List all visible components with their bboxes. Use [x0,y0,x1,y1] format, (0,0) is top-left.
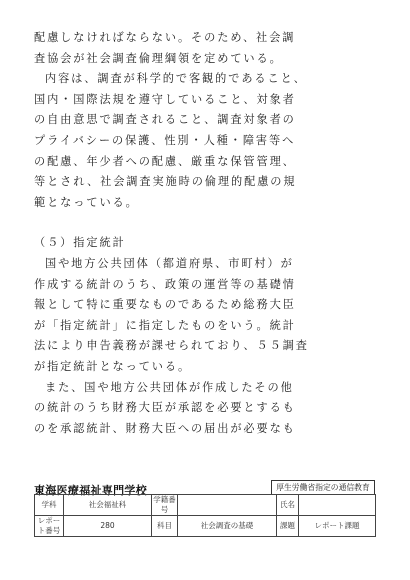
accreditation-tag: 厚生労働省指定の通信教育 [271,480,375,495]
body-line: が指定統計となっている。 [34,359,192,373]
body-line: の統計のうち財務大臣が承認を必要とするも [34,401,296,415]
body-line: の自由意思で調査されること、調査対象者の [34,113,296,127]
body-line: のを承認統計、財務大臣への届出が必要なも [34,421,296,435]
subject-value: 社会調査の基礎 [178,516,277,537]
report-number-label: レポート番号 [35,516,64,537]
body-line: 査協会が社会調査倫理綱領を定めている。 [34,51,283,65]
body-line: 報として特に重要なものであるため総務大臣 [34,298,296,312]
body-line: 作成する統計のうち、政策の運営等の基礎情 [34,277,296,291]
report-number-value: 280 [64,516,152,537]
body-line: 国内・国際法規を遵守していること、対象者 [34,92,296,106]
body-line: の配慮、年少者への配慮、厳重な保管管理、 [34,154,296,168]
department-value: 社会福祉科 [64,495,152,516]
section-heading: （５）指定統計 [34,236,126,250]
body-line: また、国や地方公共団体が作成したその他 [45,380,294,394]
body-line: 等とされ、社会調査実施時の倫理的配慮の規 [34,175,297,189]
student-number-field[interactable] [178,495,277,516]
report-info-table [34,494,376,537]
topic-value: レポート課題 [299,516,376,537]
name-label: 氏名 [277,495,299,516]
topic-label: 課題 [277,516,299,537]
subject-label: 科目 [152,516,178,537]
body-line: が「指定統計」に指定したものをいう。統計 [34,318,296,332]
body-line: 内容は、調査が科学的で客観的であること、 [45,72,307,86]
body-line: プライバシーの保護、性別・人種・障害等へ [34,133,296,147]
body-line: 配慮しなければならない。そのため、社会調 [34,31,296,44]
department-label: 学科 [35,495,64,516]
body-line: 範となっている。 [34,195,139,209]
body-line: 国や地方公共団体（都道府県、市町村）が [45,256,294,270]
school-name: 東海医療福祉専門学校 [34,484,147,497]
report-body [34,28,380,439]
name-field[interactable] [299,495,376,516]
student-number-label: 学籍番号 [153,495,176,514]
body-line: 法により申告義務が課せられており、５５調査 [34,339,309,353]
